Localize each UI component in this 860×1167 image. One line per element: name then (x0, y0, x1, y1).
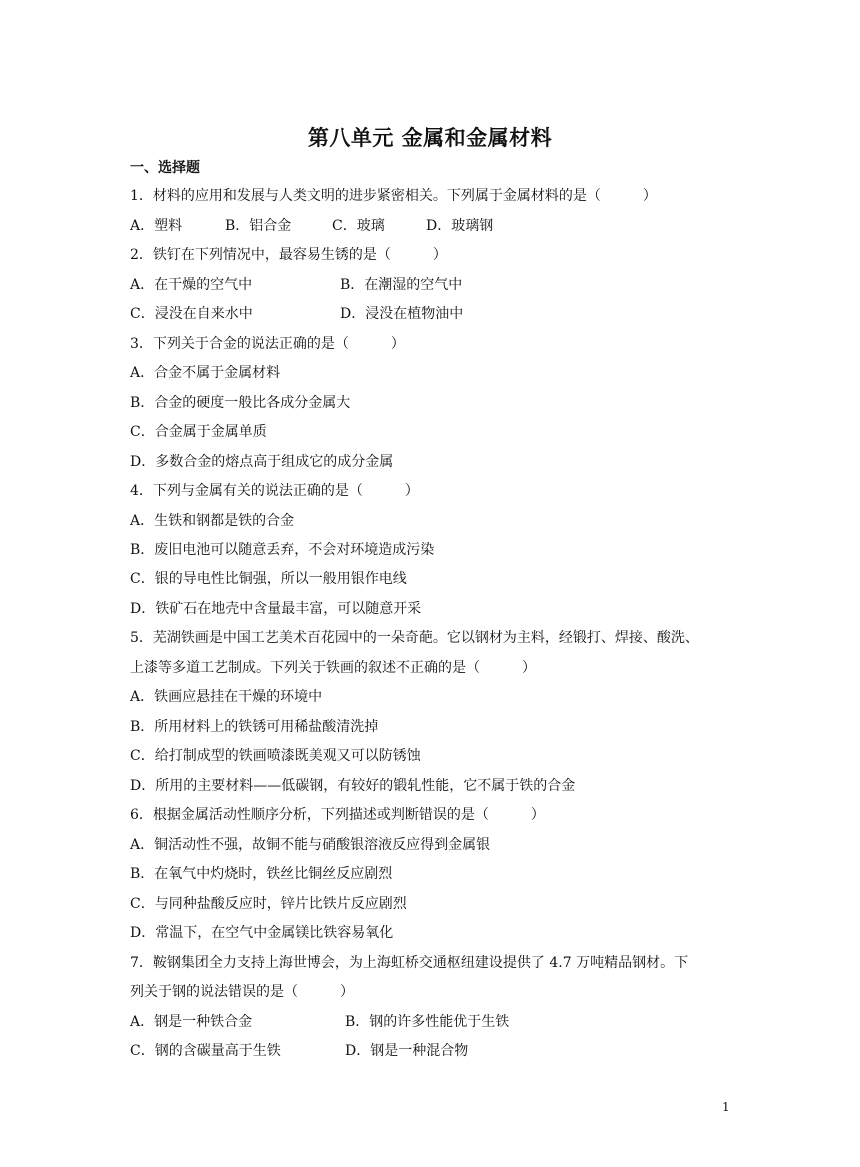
page-number: 1 (722, 1100, 730, 1114)
question-6-option-a: A．铜活动性不强，故铜不能与硝酸银溶液反应得到金属银 (130, 837, 491, 853)
question-4-stem: 4．下列与金属有关的说法正确的是（ ） (130, 483, 419, 499)
question-5-stem-line-2: 上漆等多道工艺制成。下列关于铁画的叙述不正确的是（ ） (130, 660, 536, 676)
question-1-option-b: B．铝合金 (225, 218, 292, 234)
question-5-option-d: D．所用的主要材料——低碳钢，有较好的锻轧性能，它不属于铁的合金 (130, 778, 576, 794)
question-7-option-b: B．钢的许多性能优于生铁 (345, 1014, 510, 1030)
question-1-option-a: A．塑料 (130, 218, 183, 234)
question-5-option-b: B．所用材料上的铁锈可用稀盐酸清洗掉 (130, 719, 379, 735)
section-heading: 一、选择题 (130, 160, 200, 176)
question-2-option-c: C．浸没在自来水中 (130, 306, 253, 322)
question-6-option-d: D．常温下，在空气中金属镁比铁容易氧化 (130, 925, 394, 941)
question-2-option-a: A．在干燥的空气中 (130, 277, 253, 293)
question-2-option-b: B．在潮湿的空气中 (340, 277, 463, 293)
question-5-stem-line-1: 5．芜湖铁画是中国工艺美术百花园中的一朵奇葩。它以钢材为主料，经锻打、焊接、酸洗、 (130, 630, 699, 646)
question-7-stem-line-1: 7．鞍钢集团全力支持上海世博会，为上海虹桥交通枢纽建设提供了 4.7 万吨精品钢材。下 (130, 955, 689, 971)
question-7-option-c: C．钢的含碳量高于生铁 (130, 1043, 281, 1059)
question-3-option-c: C．合金属于金属单质 (130, 424, 267, 440)
question-3-option-a: A．合金不属于金属材料 (130, 365, 281, 381)
page-title: 第八单元 金属和金属材料 (307, 126, 553, 150)
question-1-option-c: C．玻璃 (332, 218, 385, 234)
question-3-stem: 3．下列关于合金的说法正确的是（ ） (130, 336, 405, 352)
question-7-option-d: D．钢是一种混合物 (345, 1043, 469, 1059)
question-6-option-b: B．在氧气中灼烧时，铁丝比铜丝反应剧烈 (130, 866, 393, 882)
question-1-option-d: D．玻璃钢 (426, 218, 494, 234)
question-7-stem-line-2: 列关于钢的说法错误的是（ ） (130, 984, 354, 1000)
question-2-option-d: D．浸没在植物油中 (340, 306, 464, 322)
question-6-stem: 6．根据金属活动性顺序分析，下列描述或判断错误的是（ ） (130, 807, 545, 823)
question-4-option-a: A．生铁和钢都是铁的合金 (130, 513, 295, 529)
question-3-option-b: B．合金的硬度一般比各成分金属大 (130, 395, 351, 411)
question-5-option-c: C．给打制成型的铁画喷漆既美观又可以防锈蚀 (130, 748, 421, 764)
question-4-option-b: B．废旧电池可以随意丢弃，不会对环境造成污染 (130, 542, 435, 558)
question-4-option-c: C．银的导电性比铜强，所以一般用银作电线 (130, 571, 407, 587)
question-6-option-c: C．与同种盐酸反应时，锌片比铁片反应剧烈 (130, 896, 407, 912)
question-7-option-a: A．钢是一种铁合金 (130, 1014, 253, 1030)
question-2-stem: 2．铁钉在下列情况中，最容易生锈的是（ ） (130, 247, 447, 263)
question-1-stem: 1．材料的应用和发展与人类文明的进步紧密相关。下列属于金属材料的是（ ） (130, 188, 657, 204)
question-5-option-a: A．铁画应悬挂在干燥的环境中 (130, 689, 323, 705)
question-3-option-d: D．多数合金的熔点高于组成它的成分金属 (130, 454, 394, 470)
question-4-option-d: D．铁矿石在地壳中含量最丰富，可以随意开采 (130, 601, 422, 617)
